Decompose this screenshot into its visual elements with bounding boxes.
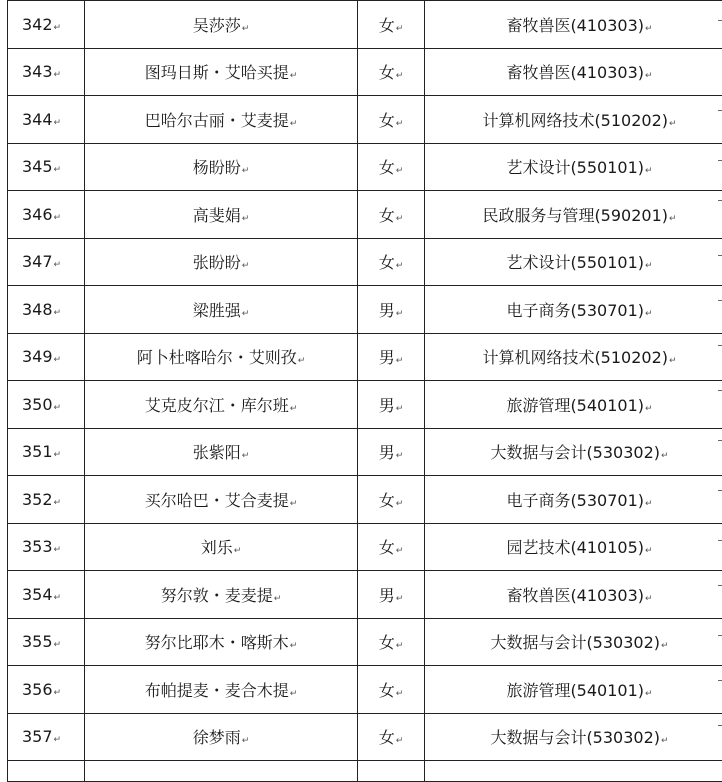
student-major-cell <box>425 618 722 666</box>
table-row <box>8 191 722 239</box>
student-gender: 女 <box>379 538 395 557</box>
student-name: 买尔哈巴・艾合麦提 <box>145 491 289 510</box>
row-number: 351 <box>22 442 53 461</box>
student-name: 努尔敦・麦麦提 <box>161 586 273 605</box>
student-gender: 女 <box>379 681 395 700</box>
paragraph-mark-icon: ↵ <box>396 261 404 271</box>
page-edge-mark <box>718 490 722 491</box>
paragraph-mark-icon: ↵ <box>396 404 404 414</box>
student-gender-cell <box>358 1 425 49</box>
paragraph-mark-icon: ↵ <box>645 309 653 319</box>
student-gender: 男 <box>379 301 395 320</box>
paragraph-mark-icon: ↵ <box>290 71 298 81</box>
paragraph-mark-icon: ↵ <box>290 119 298 129</box>
student-major-cell <box>425 286 722 334</box>
student-major: 民政服务与管理(590201) <box>482 206 668 225</box>
student-name-cell <box>85 333 358 381</box>
student-name: 梁胜强 <box>193 301 241 320</box>
student-major-cell <box>425 713 722 761</box>
paragraph-mark-icon: ↵ <box>645 689 653 699</box>
page-edge-mark <box>718 390 722 391</box>
paragraph-mark-icon: ↵ <box>396 689 404 699</box>
student-major-cell <box>425 381 722 429</box>
paragraph-mark-icon: ↵ <box>396 451 404 461</box>
paragraph-mark-icon: ↵ <box>242 24 250 34</box>
row-number: 345 <box>22 157 53 176</box>
paragraph-mark-icon: ↵ <box>645 71 653 81</box>
row-number: 347 <box>22 252 53 271</box>
row-number-cell <box>8 428 85 476</box>
student-major: 艺术设计(550101) <box>506 253 644 272</box>
student-name-cell <box>85 191 358 239</box>
student-name-cell <box>85 96 358 144</box>
student-gender-cell <box>358 428 425 476</box>
table-row <box>8 381 722 429</box>
student-major-cell <box>425 191 722 239</box>
student-major-cell <box>425 476 722 524</box>
page-edge-mark <box>718 300 722 301</box>
table-row-partial <box>8 761 722 782</box>
row-number-cell <box>8 476 85 524</box>
student-major-cell <box>425 523 722 571</box>
student-gender-cell <box>358 618 425 666</box>
paragraph-mark-icon: ↵ <box>645 499 653 509</box>
paragraph-mark-icon: ↵ <box>298 356 306 366</box>
row-number: 352 <box>22 490 53 509</box>
student-major-cell <box>425 571 722 619</box>
paragraph-mark-icon: ↵ <box>54 165 62 175</box>
student-major-cell <box>425 333 722 381</box>
paragraph-mark-icon: ↵ <box>54 688 62 698</box>
student-name-cell <box>85 238 358 286</box>
student-table-body <box>8 1 722 782</box>
paragraph-mark-icon: ↵ <box>242 261 250 271</box>
student-major: 电子商务(530701) <box>506 301 644 320</box>
paragraph-mark-icon: ↵ <box>54 308 62 318</box>
table-row <box>8 428 722 476</box>
table-row <box>8 618 722 666</box>
student-name: 巴哈尔古丽・艾麦提 <box>145 111 289 130</box>
row-number-cell <box>8 618 85 666</box>
row-number-cell <box>8 96 85 144</box>
page-edge-mark <box>718 440 722 441</box>
student-major: 计算机网络技术(510202) <box>482 348 668 367</box>
paragraph-mark-icon: ↵ <box>396 71 404 81</box>
student-name: 徐梦雨 <box>193 728 241 747</box>
table-row <box>8 476 722 524</box>
row-number: 348 <box>22 300 53 319</box>
page-edge-mark <box>718 540 722 541</box>
paragraph-mark-icon: ↵ <box>274 594 282 604</box>
paragraph-mark-icon: ↵ <box>54 23 62 33</box>
paragraph-mark-icon: ↵ <box>234 546 242 556</box>
paragraph-mark-icon: ↵ <box>242 309 250 319</box>
paragraph-mark-icon: ↵ <box>396 499 404 509</box>
paragraph-mark-icon: ↵ <box>290 689 298 699</box>
student-major: 畜牧兽医(410303) <box>506 586 644 605</box>
student-gender-cell <box>358 48 425 96</box>
row-number-cell <box>8 143 85 191</box>
paragraph-mark-icon: ↵ <box>242 736 250 746</box>
student-table <box>7 0 722 782</box>
row-number: 342 <box>22 15 53 34</box>
student-major: 畜牧兽医(410303) <box>506 16 644 35</box>
student-gender-cell <box>358 476 425 524</box>
paragraph-mark-icon: ↵ <box>396 309 404 319</box>
paragraph-mark-icon: ↵ <box>396 166 404 176</box>
paragraph-mark-icon: ↵ <box>661 641 669 651</box>
student-gender-cell <box>358 143 425 191</box>
student-gender: 女 <box>379 253 395 272</box>
paragraph-mark-icon: ↵ <box>645 594 653 604</box>
paragraph-mark-icon: ↵ <box>396 546 404 556</box>
student-gender-cell <box>358 666 425 714</box>
student-major: 畜牧兽医(410303) <box>506 63 644 82</box>
paragraph-mark-icon: ↵ <box>54 735 62 745</box>
student-gender: 女 <box>379 111 395 130</box>
paragraph-mark-icon: ↵ <box>242 451 250 461</box>
student-name: 图玛日斯・艾哈买提 <box>145 63 289 82</box>
row-number-cell <box>8 191 85 239</box>
student-major: 大数据与会计(530302) <box>490 728 660 747</box>
page-edge-mark <box>718 255 722 256</box>
table-row <box>8 286 722 334</box>
page-edge-mark <box>718 160 722 161</box>
paragraph-mark-icon: ↵ <box>645 404 653 414</box>
paragraph-mark-icon: ↵ <box>290 404 298 414</box>
page-edge-mark <box>718 20 722 21</box>
student-major-cell <box>425 143 722 191</box>
page-edge-mark <box>718 110 722 111</box>
paragraph-mark-icon: ↵ <box>54 450 62 460</box>
page-edge-mark <box>718 635 722 636</box>
student-name: 张盼盼 <box>193 253 241 272</box>
student-name: 张紫阳 <box>193 443 241 462</box>
student-gender-cell <box>358 238 425 286</box>
student-major: 艺术设计(550101) <box>506 158 644 177</box>
row-number: 344 <box>22 110 53 129</box>
paragraph-mark-icon: ↵ <box>645 166 653 176</box>
student-gender-cell <box>358 381 425 429</box>
paragraph-mark-icon: ↵ <box>54 355 62 365</box>
table-row <box>8 571 722 619</box>
student-gender-cell <box>358 96 425 144</box>
student-major-cell <box>425 238 722 286</box>
student-major: 电子商务(530701) <box>506 491 644 510</box>
paragraph-mark-icon: ↵ <box>396 24 404 34</box>
student-gender-cell <box>358 333 425 381</box>
student-gender: 女 <box>379 206 395 225</box>
student-major-cell <box>425 428 722 476</box>
row-number: 357 <box>22 727 53 746</box>
paragraph-mark-icon: ↵ <box>669 119 677 129</box>
paragraph-mark-icon: ↵ <box>396 641 404 651</box>
table-row <box>8 713 722 761</box>
student-gender-cell <box>358 191 425 239</box>
student-gender: 男 <box>379 396 395 415</box>
paragraph-mark-icon: ↵ <box>54 260 62 270</box>
student-gender-cell <box>358 713 425 761</box>
row-number-cell <box>8 1 85 49</box>
student-name: 阿卜杜喀哈尔・艾则孜 <box>137 348 297 367</box>
student-name-cell <box>85 571 358 619</box>
student-gender: 女 <box>379 633 395 652</box>
paragraph-mark-icon: ↵ <box>54 118 62 128</box>
student-name: 努尔比耶木・喀斯木 <box>145 633 289 652</box>
student-gender: 女 <box>379 16 395 35</box>
student-name-cell <box>85 381 358 429</box>
student-name-cell <box>85 618 358 666</box>
paragraph-mark-icon: ↵ <box>54 593 62 603</box>
page-edge-mark <box>718 680 722 681</box>
paragraph-mark-icon: ↵ <box>54 498 62 508</box>
student-gender: 男 <box>379 443 395 462</box>
row-number-cell <box>8 381 85 429</box>
row-number: 350 <box>22 395 53 414</box>
student-major: 大数据与会计(530302) <box>490 443 660 462</box>
page-edge-mark <box>718 585 722 586</box>
row-number-cell <box>8 286 85 334</box>
paragraph-mark-icon: ↵ <box>54 640 62 650</box>
row-number: 353 <box>22 537 53 556</box>
student-gender-cell <box>358 571 425 619</box>
table-row <box>8 48 722 96</box>
student-major: 旅游管理(540101) <box>506 396 644 415</box>
paragraph-mark-icon: ↵ <box>54 403 62 413</box>
student-gender: 女 <box>379 491 395 510</box>
student-major-cell <box>425 96 722 144</box>
paragraph-mark-icon: ↵ <box>54 545 62 555</box>
student-gender-cell <box>358 286 425 334</box>
student-name-cell <box>85 476 358 524</box>
row-number-cell <box>8 571 85 619</box>
student-gender: 男 <box>379 348 395 367</box>
student-name-cell <box>85 713 358 761</box>
paragraph-mark-icon: ↵ <box>645 546 653 556</box>
paragraph-mark-icon: ↵ <box>396 214 404 224</box>
student-name: 杨盼盼 <box>193 158 241 177</box>
student-name: 高斐娟 <box>193 206 241 225</box>
paragraph-mark-icon: ↵ <box>54 213 62 223</box>
student-major-cell <box>425 666 722 714</box>
paragraph-mark-icon: ↵ <box>290 641 298 651</box>
paragraph-mark-icon: ↵ <box>645 261 653 271</box>
page-edge-mark <box>718 345 722 346</box>
row-number-cell <box>8 238 85 286</box>
student-name: 吴莎莎 <box>193 16 241 35</box>
student-name-cell <box>85 48 358 96</box>
table-row <box>8 666 722 714</box>
page-edge-mark <box>718 725 722 726</box>
student-name: 艾克皮尔江・库尔班 <box>145 396 289 415</box>
row-number: 354 <box>22 585 53 604</box>
student-major-cell <box>425 48 722 96</box>
row-number-cell <box>8 48 85 96</box>
student-major-cell <box>425 1 722 49</box>
paragraph-mark-icon: ↵ <box>396 356 404 366</box>
paragraph-mark-icon: ↵ <box>661 451 669 461</box>
paragraph-mark-icon: ↵ <box>396 119 404 129</box>
student-name-cell <box>85 523 358 571</box>
student-gender: 男 <box>379 586 395 605</box>
student-gender: 女 <box>379 728 395 747</box>
paragraph-mark-icon: ↵ <box>661 736 669 746</box>
paragraph-mark-icon: ↵ <box>669 214 677 224</box>
student-gender: 女 <box>379 158 395 177</box>
paragraph-mark-icon: ↵ <box>242 166 250 176</box>
table-row <box>8 143 722 191</box>
row-number-cell <box>8 333 85 381</box>
row-number: 349 <box>22 347 53 366</box>
row-number: 343 <box>22 62 53 81</box>
student-name-cell <box>85 286 358 334</box>
student-name-cell <box>85 428 358 476</box>
table-row <box>8 96 722 144</box>
student-gender-cell <box>358 523 425 571</box>
student-name-cell <box>85 1 358 49</box>
paragraph-mark-icon: ↵ <box>396 736 404 746</box>
table-row <box>8 523 722 571</box>
row-number-cell <box>8 523 85 571</box>
paragraph-mark-icon: ↵ <box>242 214 250 224</box>
page-edge-mark <box>718 200 722 201</box>
table-row <box>8 1 722 49</box>
student-name: 刘乐 <box>201 538 233 557</box>
student-major: 园艺技术(410105) <box>506 538 644 557</box>
paragraph-mark-icon: ↵ <box>645 24 653 34</box>
document-page <box>7 0 716 782</box>
row-number-cell <box>8 713 85 761</box>
row-number: 346 <box>22 205 53 224</box>
table-row <box>8 333 722 381</box>
table-row <box>8 238 722 286</box>
student-major: 大数据与会计(530302) <box>490 633 660 652</box>
row-number: 355 <box>22 632 53 651</box>
student-major: 计算机网络技术(510202) <box>482 111 668 130</box>
student-gender: 女 <box>379 63 395 82</box>
student-name-cell <box>85 143 358 191</box>
paragraph-mark-icon: ↵ <box>396 594 404 604</box>
student-name-cell <box>85 666 358 714</box>
student-major: 旅游管理(540101) <box>506 681 644 700</box>
student-name: 布帕提麦・麦合木提 <box>145 681 289 700</box>
row-number: 356 <box>22 680 53 699</box>
row-number-cell <box>8 666 85 714</box>
paragraph-mark-icon: ↵ <box>669 356 677 366</box>
paragraph-mark-icon: ↵ <box>54 70 62 80</box>
paragraph-mark-icon: ↵ <box>290 499 298 509</box>
